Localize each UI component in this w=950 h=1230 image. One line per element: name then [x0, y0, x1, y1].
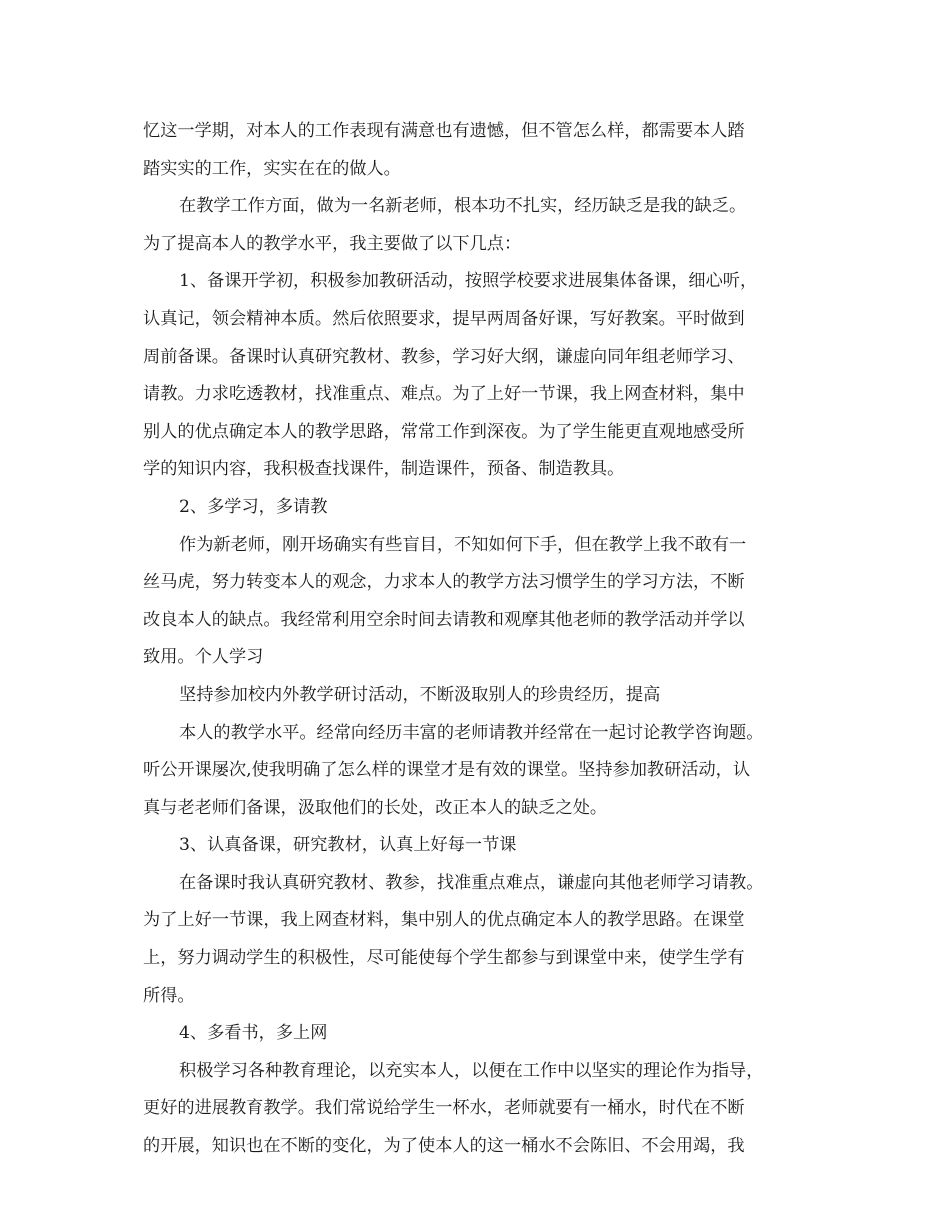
text-line: 请教。力求吃透教材，找准重点、难点。为了上好一节课，我上网查材料，集中 [143, 384, 745, 405]
text-line: 致用。个人学习 [143, 647, 264, 668]
text-line: 在教学工作方面，做为一名新老师，根本功不扎实，经历缺乏是我的缺乏。 [179, 196, 747, 217]
text-line: 所得。 [143, 985, 195, 1006]
text-line: 学的知识内容，我积极查找课件，制造课件，预备、制造教具。 [143, 459, 625, 480]
text-line: 在备课时我认真研究教材、教参，找准重点难点，谦虚向其他老师学习请教。 [179, 872, 764, 893]
text-line: 作为新老师，刚开场确实有些盲目，不知如何下手，但在教学上我不敢有一 [179, 534, 747, 555]
text-line: 别人的优点确定本人的教学思路，常常工作到深夜。为了学生能更直观地感受所 [143, 421, 745, 442]
text-line: 为了提高本人的教学水平，我主要做了以下几点： [143, 233, 522, 254]
text-line: 改良本人的缺点。我经常利用空余时间去请教和观摩其他老师的教学活动并学以 [143, 609, 745, 630]
section-heading: 4、多看书，多上网 [179, 1023, 328, 1044]
text-line: 丝马虎，努力转变本人的观念，力求本人的教学方法习惯学生的学习方法，不断 [143, 572, 745, 593]
text-line: 积极学习各种教育理论，以充实本人，以便在工作中以坚实的理论作为指导， [179, 1060, 764, 1081]
text-line: 真与老老师们备课，汲取他们的长处，改正本人的缺乏之处。 [143, 797, 608, 818]
text-line: 听公开课屡次,使我明确了怎么样的课堂才是有效的课堂。坚持参加教研活动，认 [143, 760, 751, 781]
document-body [143, 113, 805, 1166]
text-line: 更好的进展教育教学。我们常说给学生一杯水，老师就要有一桶水，时代在不断 [143, 1098, 745, 1119]
text-line: 忆这一学期，对本人的工作表现有满意也有遗憾，但不管怎么样，都需要本人踏 [143, 121, 745, 141]
text-line: 本人的教学水平。经常向经历丰富的老师请教并经常在一起讨论教学咨询题。 [179, 722, 764, 743]
text-line: 踏实实的工作，实实在在的做人。 [143, 158, 401, 179]
text-line: 认真记，领会精神本质。然后依照要求，提早两周备好课，写好教案。平时做到 [143, 308, 745, 329]
text-line: 坚持参加校内外教学研讨活动，不断汲取别人的珍贵经历，提高 [179, 684, 661, 705]
text-line: 为了上好一节课，我上网查材料，集中别人的优点确定本人的教学思路。在课堂 [143, 910, 745, 931]
text-line: 的开展，知识也在不断的变化，为了使本人的这一桶水不会陈旧、不会用竭，我 [143, 1136, 745, 1157]
text-line: 上，努力调动学生的积极性，尽可能使每个学生都参与到课堂中来，使学生学有 [143, 948, 745, 969]
section-heading: 2、多学习，多请教 [179, 496, 328, 517]
section-heading: 3、认真备课，研究教材，认真上好每一节课 [179, 835, 517, 856]
text-line: 1、备课开学初，积极参加教研活动，按照学校要求进展集体备课，细心听， [179, 271, 758, 292]
text-line: 周前备课。备课时认真研究教材、教参，学习好大纲，谦虚向同年组老师学习、 [143, 346, 745, 367]
